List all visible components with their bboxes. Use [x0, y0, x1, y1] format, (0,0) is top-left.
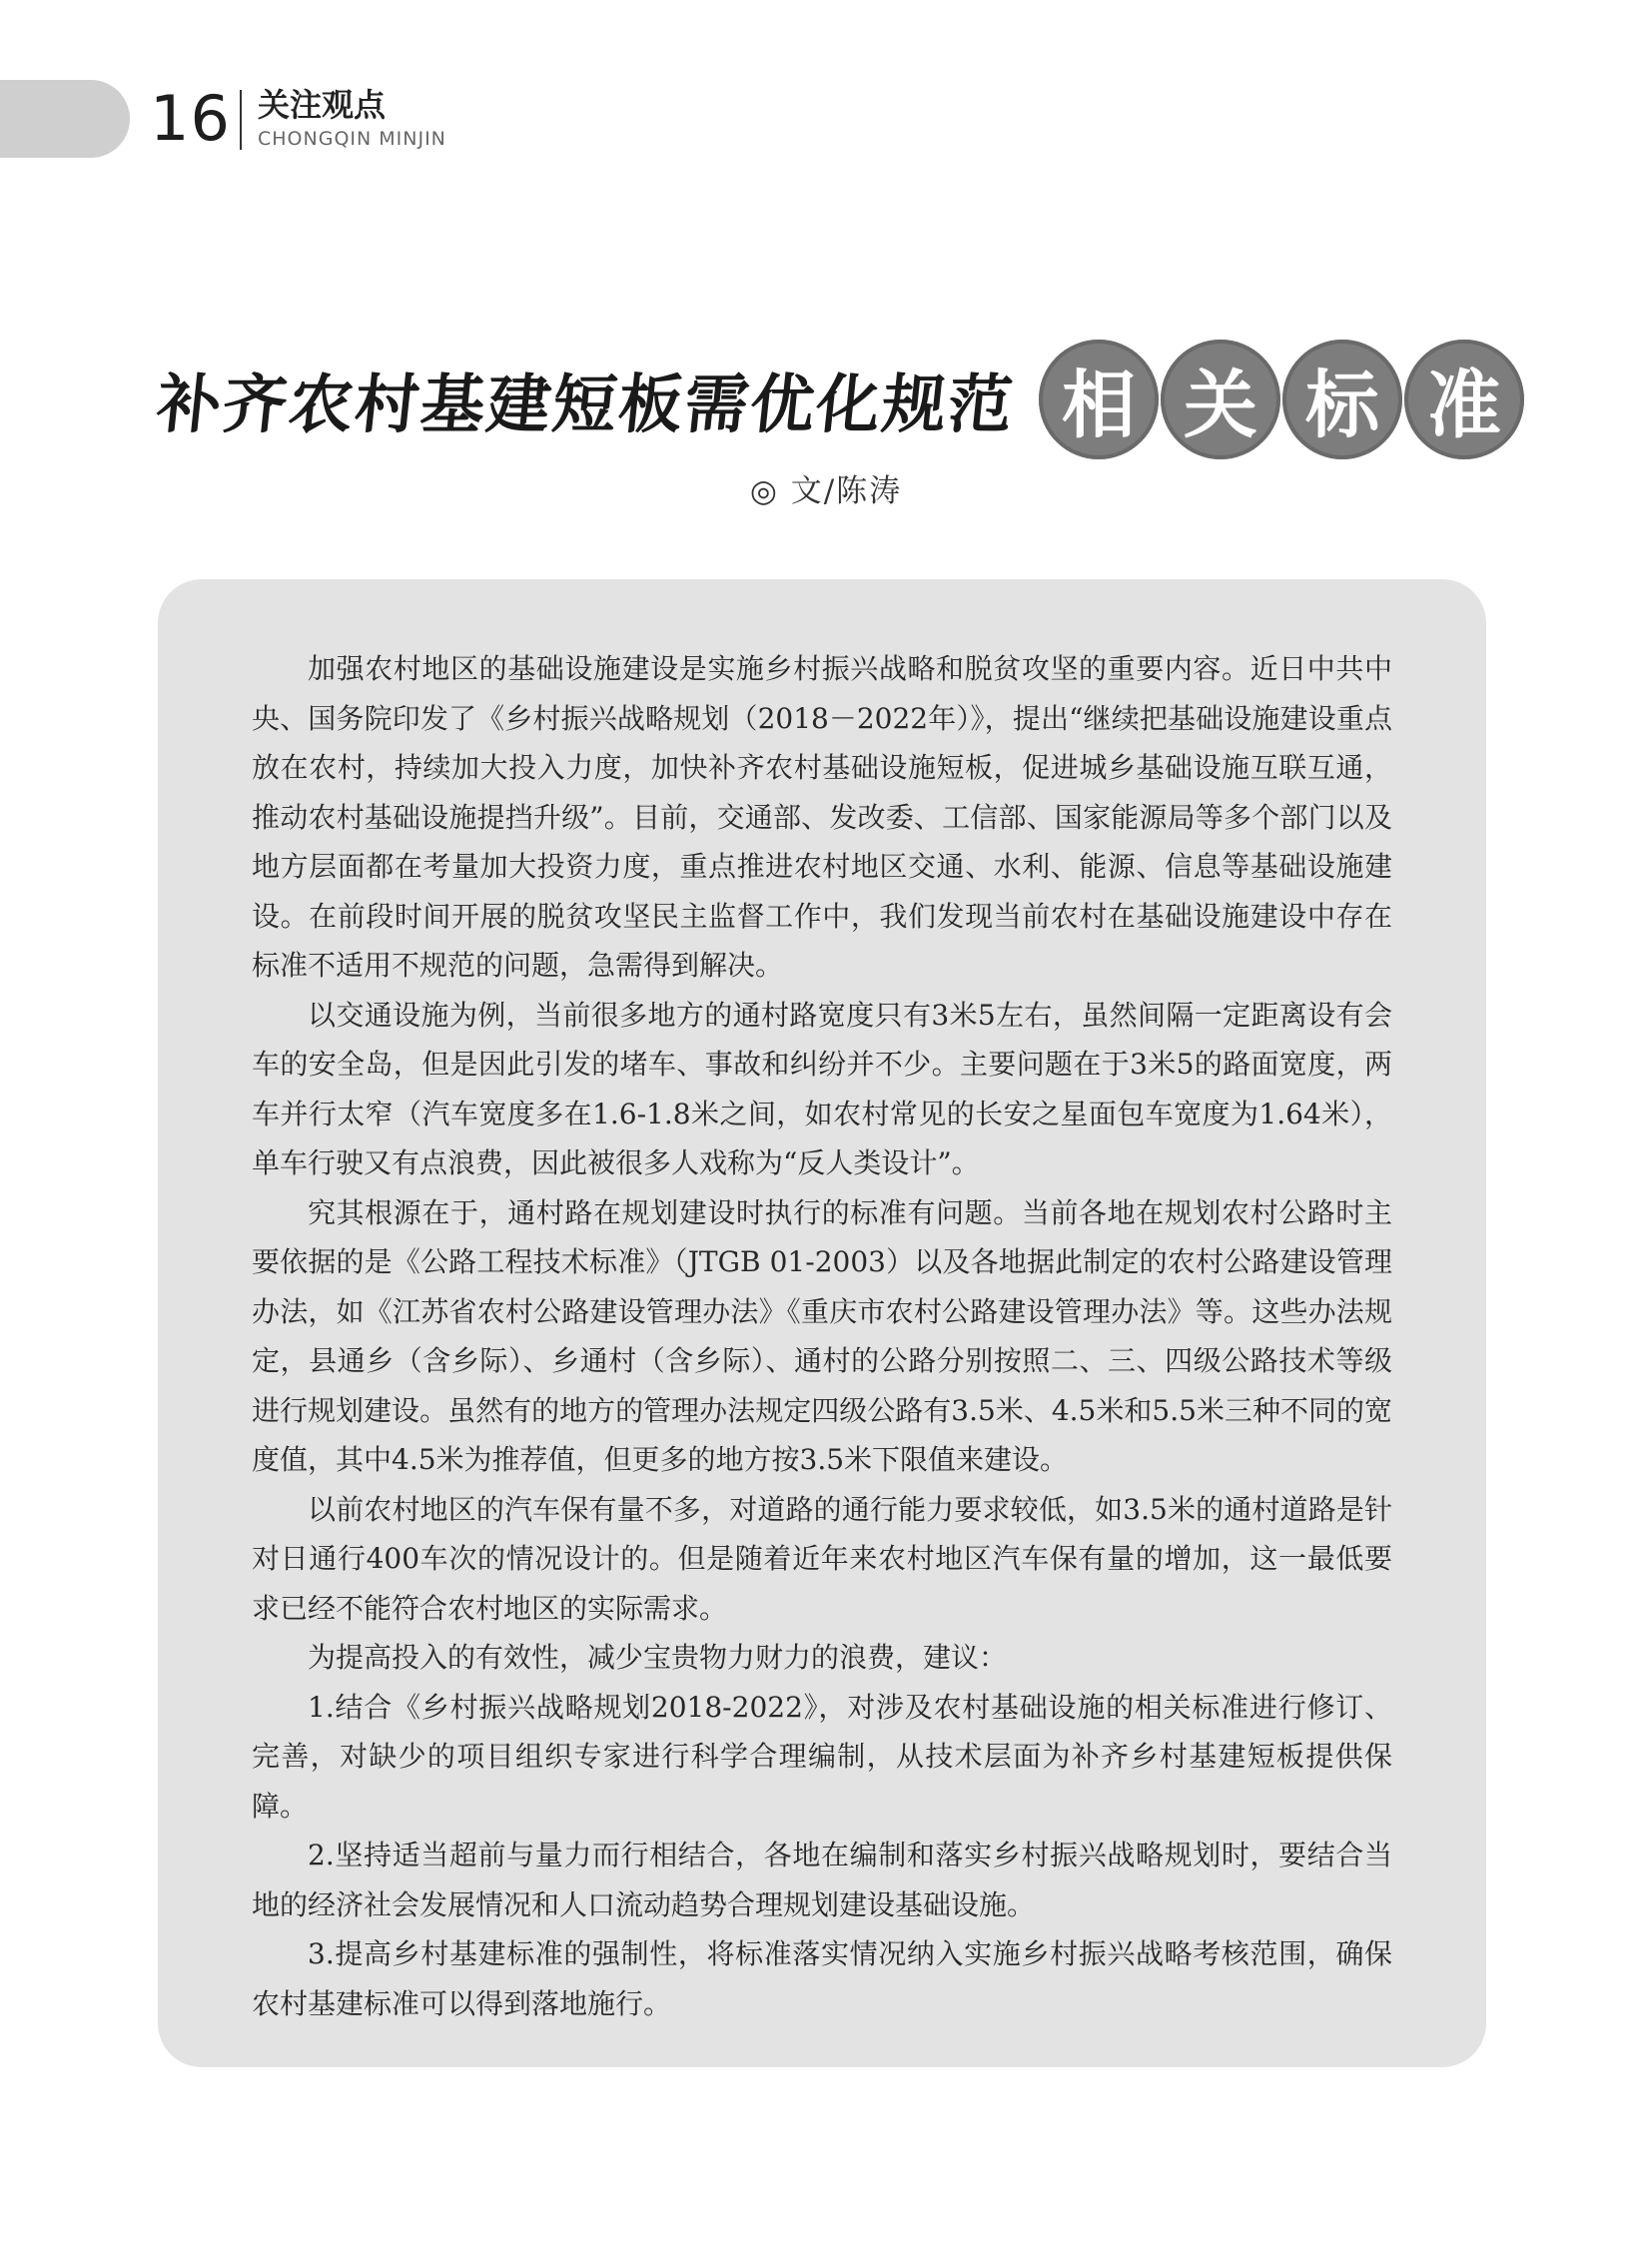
paragraph: 为提高投入的有效性，减少宝贵物力财力的浪费，建议：: [308, 1641, 1008, 1674]
title-highlight-group: [1041, 340, 1524, 459]
paragraph: 1.结合《乡村振兴战略规划2018-2022》，对涉及农村基础设施的相关标准进行修订、完善，对缺少的项目组织专家进行科学合理编制，从技术层面为补齐乡村基建短板提供保障。: [252, 1690, 1392, 1823]
article-body: [252, 644, 1392, 2028]
paragraph: 以前农村地区的汽车保有量不多，对道路的通行能力要求较低，如3.5米的通村道路是针对日通行400车次的情况设计的。但是随着近年来农村地区汽车保有量的增加，这一最低要求已经不能符合农村地区的实际需求。: [252, 1492, 1392, 1625]
title-highlight-char: 标: [1282, 340, 1402, 459]
section-subtitle: CHONGQIN MINJIN: [258, 128, 446, 150]
article-title-row: [153, 340, 1524, 459]
byline: ◎ 文/陈涛: [749, 473, 903, 509]
paragraph: 加强农村地区的基础设施建设是实施乡村振兴战略和脱贫攻坚的重要内容。近日中共中央、国务院印发了《乡村振兴战略规划（2018－2022年）》，提出“继续把基础设施建设重点放在农村，持续加大投入力度，加快补齐农村基础设施短板，促进城乡基础设施互联互通，推动农村基础设施提挡升级”。目前，交通部、发改委、工信部、国家能源局等多个部门以及地方层面都在考量加大投资力度，重点推进农村地区交通、水利、能源、信息等基础设施建设。在前段时间开展的脱贫攻坚民主监督工作中，我们发现当前农村在基础设施建设中存在标准不适用不规范的问题，急需得到解决。: [252, 652, 1392, 982]
title-highlight-char: 准: [1404, 340, 1524, 459]
page-tab-decoration: [0, 80, 130, 158]
page-number: 16: [150, 82, 231, 155]
paragraph: 3.提高乡村基建标准的强制性，将标准落实情况纳入实施乡村振兴战略考核范围，确保农村基建标准可以得到落地施行。: [252, 1937, 1392, 2020]
article-title: 补齐农村基建短板需优化规范: [153, 369, 1019, 442]
header-divider: [240, 90, 242, 150]
paragraph: 究其根源在于，通村路在规划建设时执行的标准有问题。当前各地在规划农村公路时主要依据的是《公路工程技术标准》（JTGB 01-2003）以及各地据此制定的农村公路建设管理办法，如《江苏省农村公路建设管理办法》《重庆市农村公路建设管理办法》等。这些办法规定，县通乡（含乡际）、乡通村（含乡际）、通村的公路分别按照二、三、四级公路技术等级进行规划建设。虽然有的地方的管理办法规定四级公路有3.5米、4.5米和5.5米三种不同的宽度值，其中4.5米为推荐值，但更多的地方按3.5米下限值来建设。: [252, 1195, 1392, 1476]
title-highlight-char: 关: [1161, 340, 1280, 459]
title-highlight-char: 相: [1039, 340, 1159, 459]
paragraph: 以交通设施为例，当前很多地方的通村路宽度只有3米5左右，虽然间隔一定距离设有会车的安全岛，但是因此引发的堵车、事故和纠纷并不少。主要问题在于3米5的路面宽度，两车并行太窄（汽车宽度多在1.6-1.8米之间，如农村常见的长安之星面包车宽度为1.64米），单车行驶又有点浪费，因此被很多人戏称为“反人类设计”。: [252, 998, 1392, 1179]
paragraph: 2.坚持适当超前与量力而行相结合，各地在编制和落实乡村振兴战略规划时，要结合当地的经济社会发展情况和人口流动趋势合理规划建设基础设施。: [252, 1839, 1392, 1921]
section-title: 关注观点: [258, 86, 387, 124]
